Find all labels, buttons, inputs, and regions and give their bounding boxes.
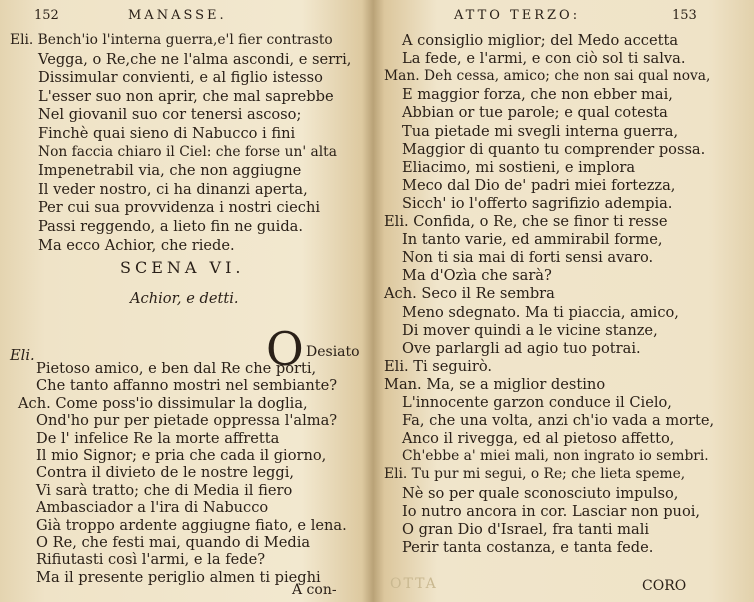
text-line: Ma d'Ozìa che sarà? [402,267,552,285]
text-line: Non faccia chiaro il Ciel: che forse un' alta [38,143,337,160]
text-line: Di mover quindi a le vicine stanze, [402,321,658,339]
left-page-number: 152 [34,8,59,23]
scene-title: SCENA VI. [120,258,245,277]
text-line: Nè so per quale sconosciuto impulso, [402,484,679,502]
text-line: E maggior forza, che non ebber mai, [402,86,673,104]
text-line: Anco il rivegga, ed al pietoso affetto, [402,430,675,448]
text-line: Sicch' io l'offerto sagrifizio adempia. [402,194,673,212]
text-line: Man. Ma, se a miglior destino [384,375,606,393]
text-line: Ove parlargli ad agio tuo potrai. [402,339,641,357]
text-line: Maggior di quanto tu comprender possa. [402,140,706,158]
text-line: Già troppo ardente aggiugne fiato, e lena. [36,516,347,534]
text-line: Il veder nostro, ci ha dinanzi aperta, [38,180,308,198]
text-line: Che tanto affanno mostri nel sembiante? [36,377,338,395]
text-line: Meno sdegnato. Ma ti piaccia, amico, [402,303,679,321]
text-line: Finchè quai sieno di Nabucco i fini [38,125,296,142]
text-line: Io nutro ancora in cor. Lasciar non puoi, [402,502,701,520]
right-running-head: ATTO TERZO: [454,8,581,23]
right-page-number: 153 [672,8,697,23]
text-line: Meco dal Dio de' padri miei fortezza, [402,176,676,194]
text-line: Eli. Ti seguirò. [384,357,492,375]
text-line: Vi sarà tratto; che di Media il fiero [36,481,293,499]
left-running-head: MANASSE. [128,8,227,23]
text-line: Man. Deh cessa, amico; che non sai qual nova, [384,68,711,85]
text-line: Eli. Confida, o Re, che se finor ti resse [384,213,668,230]
text-line: Per cui sua provvidenza i nostri ciechi [38,199,321,217]
text-line: Ma il presente periglio almen ti pieghi [36,568,321,586]
text-line: Rifiutasti così l'armi, e la fede? [36,551,266,569]
text-line: L'innocente garzon conduce il Cielo, [402,394,672,411]
text-line: Perir tanta costanza, e tanta fede. [402,538,654,556]
text-line: Eli. Bench'io l'interna guerra,e'l fier contrasto [10,32,333,48]
text-line: Abbian or tue parole; e qual cotesta [402,104,668,122]
text-line: A consiglio miglior; del Medo accetta [402,32,679,49]
text-line: Ambasciador a l'ira di Nabucco [36,499,269,517]
first-word: Desiato [306,344,360,360]
text-line: Il mio Signor; e pria che cada il giorno, [36,447,327,464]
scene-subtitle: Achior, e detti. [130,290,239,307]
text-line: Contra il divieto de le nostre leggi, [36,464,294,482]
show-through-text: OTTA [390,576,438,592]
text-line: Ach. Seco il Re sembra [384,285,555,303]
text-line: In tanto varie, ed ammirabil forme, [402,231,663,249]
text-line: Ma ecco Achior, che riede. [38,236,235,254]
text-line: Passi reggendo, a lieto fin ne guida. [38,218,304,235]
speaker-label: Eli. [10,347,35,364]
catchword: A con- [292,582,337,598]
left-page [0,0,370,602]
text-line: Pietoso amico, e ben dal Re che porti, [36,360,317,377]
text-line: La fede, e l'armi, e con ciò sol ti salva. [402,50,686,68]
text-line: Ch'ebbe a' miei mali, non ingrato io sembri. [402,448,709,465]
text-line: L'esser suo non aprir, che mal saprebbe [38,87,334,105]
text-line: Ond'ho pur per pietade oppressa l'alma? [36,412,338,430]
text-line: De l' infelice Re la morte affretta [36,429,280,447]
text-line: Eliacimo, mi sostieni, e implora [402,158,636,176]
text-line: O Re, che festi mai, quando di Media [36,534,311,551]
text-line: O gran Dio d'Israel, fra tanti mali [402,520,650,538]
right-catchword: CORO [642,578,687,594]
text-line: Eli. Tu pur mi segui, o Re; che lieta speme, [384,466,686,483]
text-line: Vegga, o Re,che ne l'alma ascondi, e serri, [38,50,352,68]
text-line: Tua pietade mi svegli interna guerra, [402,122,679,140]
text-line: Ach. Come poss'io dissimular la doglia, [18,394,308,412]
drop-cap: O [266,322,304,376]
text-line: Dissimular convienti, e al figlio istesso [38,69,323,87]
text-line: Impenetrabil via, che non aggiugne [38,162,302,180]
text-line: Non ti sia mai di forti sensi avaro. [402,249,654,267]
text-line: Fa, che una volta, anzi ch'io vada a morte, [402,412,715,430]
right-page [378,0,754,602]
text-line: Nel giovanil suo cor tenersi ascoso; [38,106,302,124]
